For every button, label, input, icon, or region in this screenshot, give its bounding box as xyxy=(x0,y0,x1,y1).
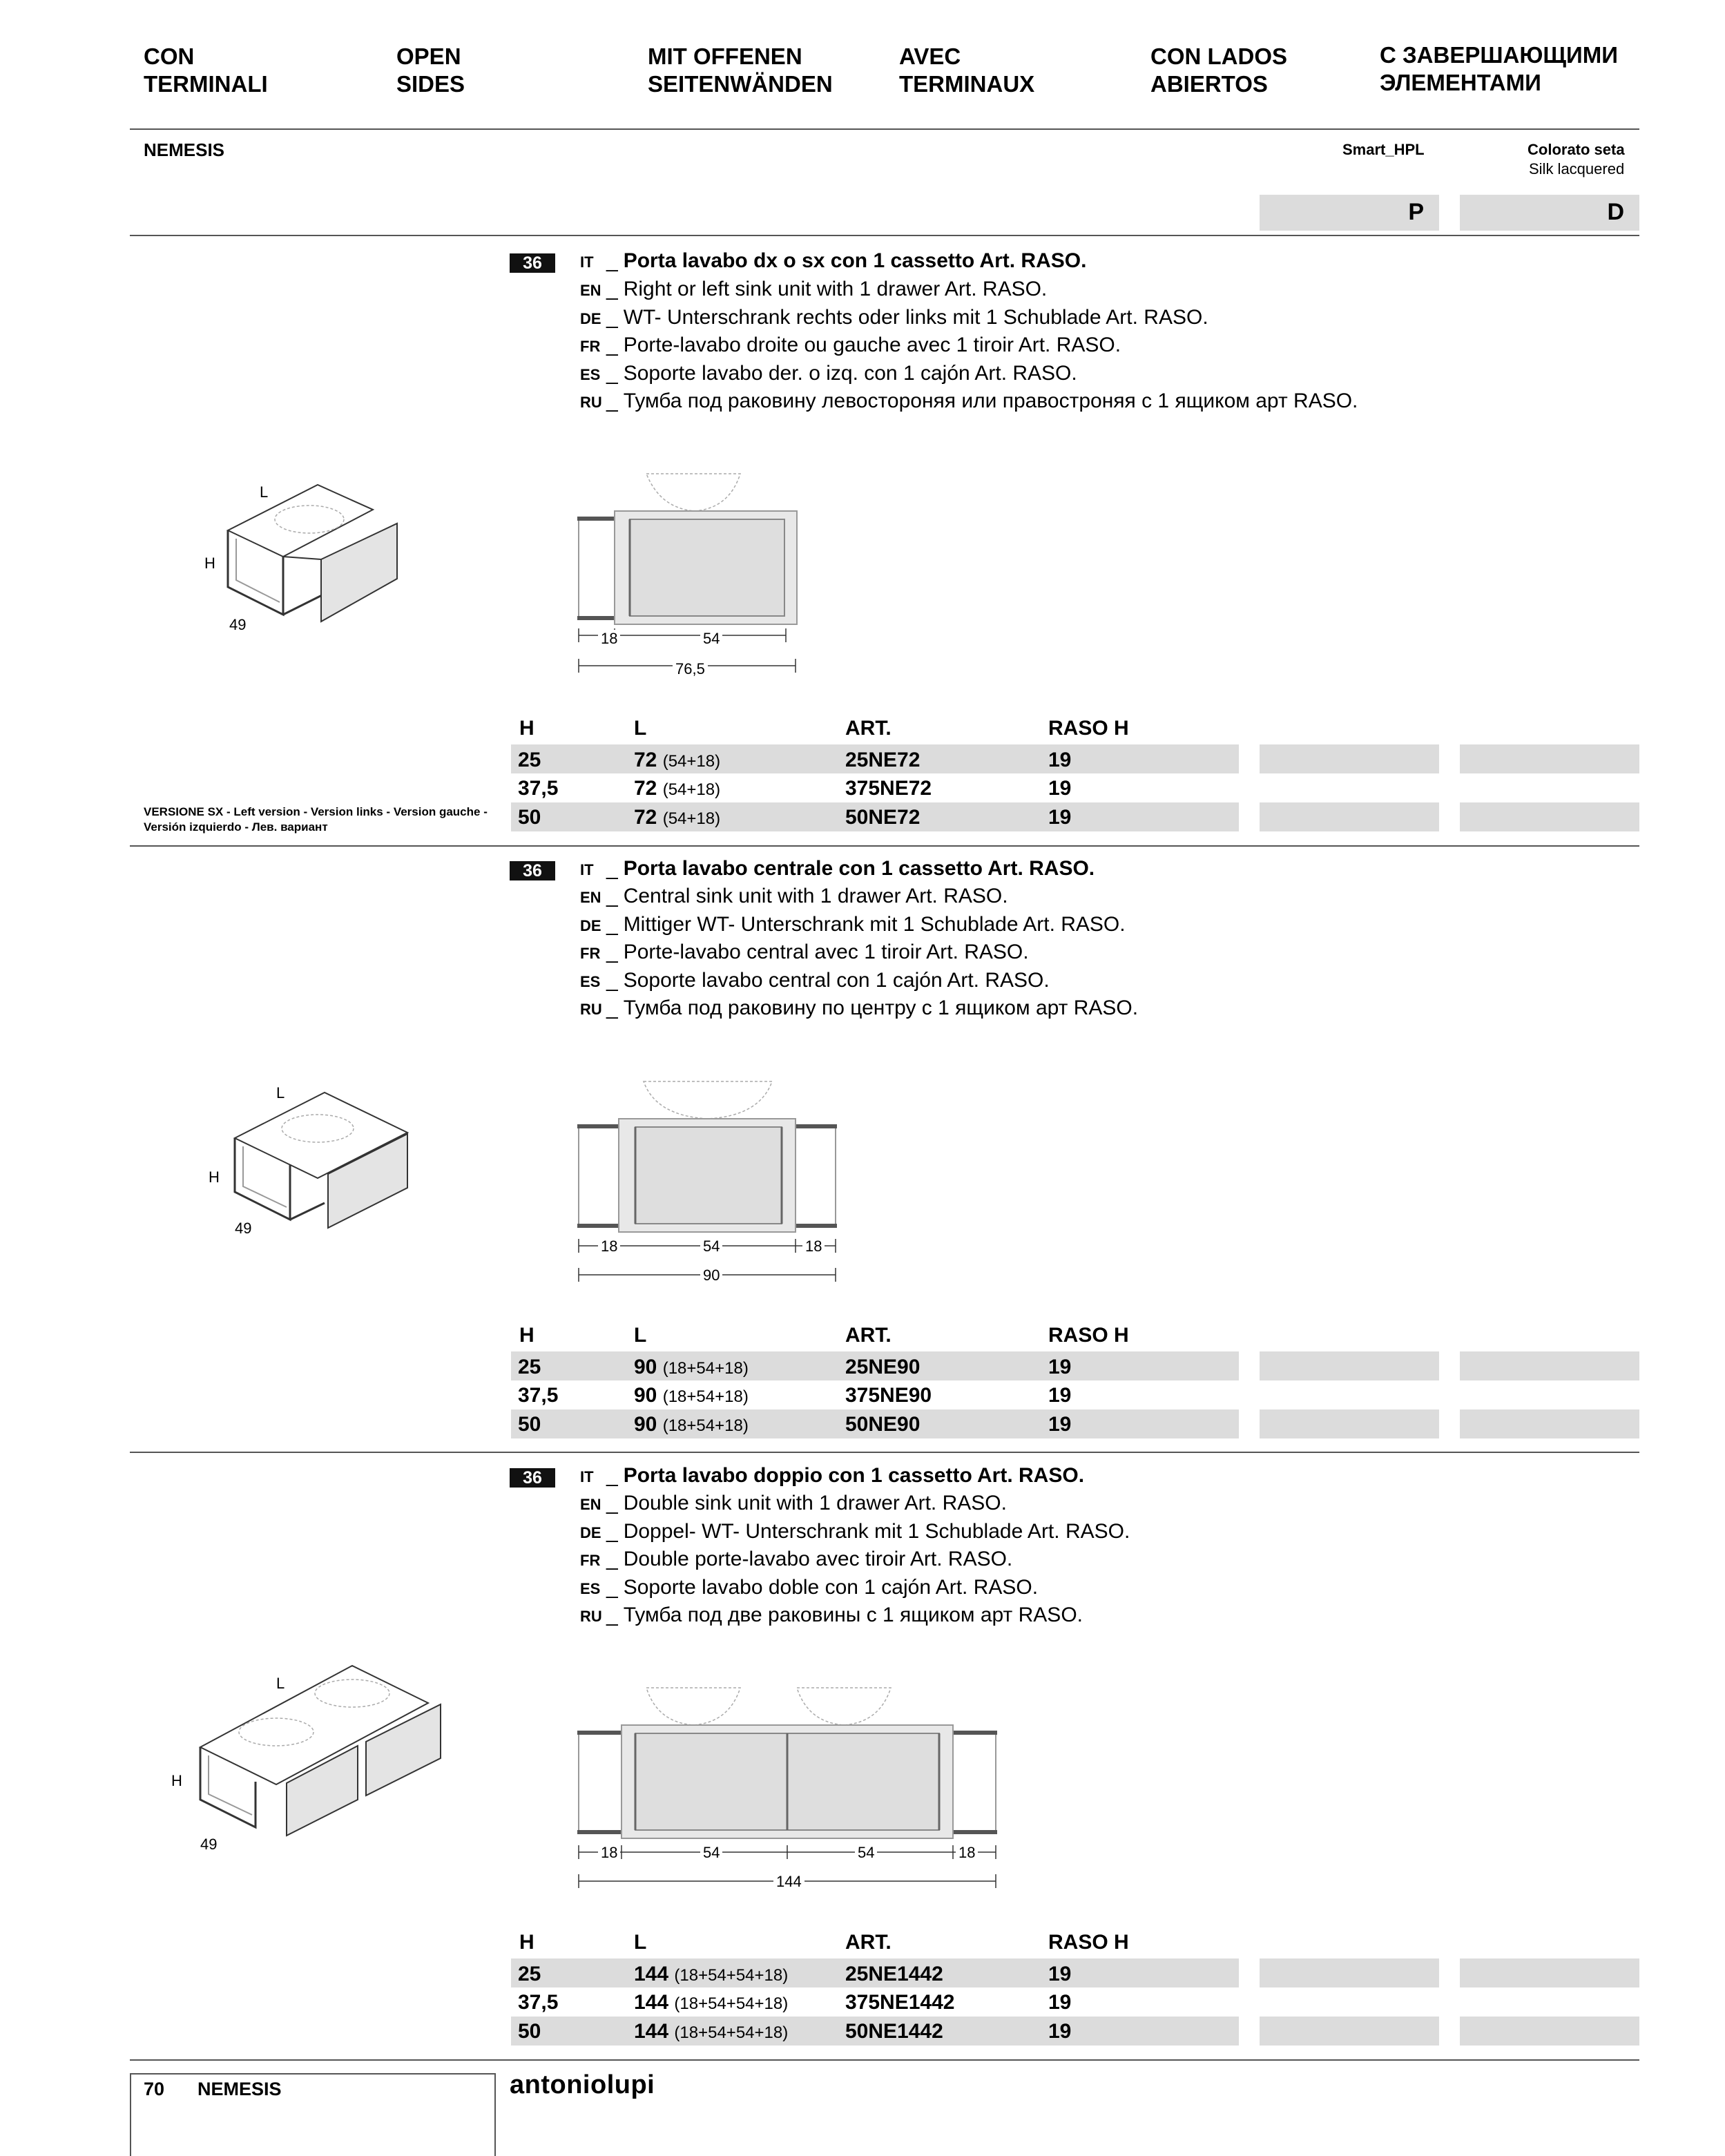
section-2-iso-label-h: H xyxy=(209,1168,220,1186)
section-3-col-h: H xyxy=(519,1931,534,1954)
section-2-dim-total: 90 xyxy=(700,1267,722,1284)
section-2-col-art: ART. xyxy=(845,1324,892,1347)
section-3-iso-label-h: H xyxy=(171,1772,182,1789)
section-1-iso-label-h: H xyxy=(204,555,215,572)
section-1-desc-it: IT _ Porta lavabo dx o sx con 1 cassetto Art. RASO. xyxy=(580,249,1087,272)
section-3-dim-sink-1: 54 xyxy=(700,1844,722,1862)
cell-art: 50NE90 xyxy=(845,1413,921,1436)
section-2-desc-de: DE _ Mittiger WT- Unterschrank mit 1 Schublade Art. RASO. xyxy=(580,913,1126,936)
table-row-d-cell xyxy=(1460,1409,1639,1438)
cell-h: 37,5 xyxy=(518,777,559,800)
section-3-iso-drawing xyxy=(166,1644,470,1851)
cell-art: 375NE1442 xyxy=(845,1991,955,2014)
section-3-desc-fr: FR _ Double porte-lavabo avec tiroir Art. RASO. xyxy=(580,1548,1013,1570)
section-divider xyxy=(130,845,1639,847)
header-divider xyxy=(130,128,1639,130)
section-2-front-view xyxy=(577,1077,854,1298)
section-3-col-raso: RASO H xyxy=(1048,1931,1129,1954)
cell-h: 25 xyxy=(518,1356,541,1378)
table-row-p-cell xyxy=(1260,744,1439,773)
header-title-ru: С ЗАВЕРШАЮЩИМИ ЭЛЕМЕНТАМИ xyxy=(1380,42,1618,95)
cell-l: 72 (54+18) xyxy=(634,777,721,800)
table-row-p-cell xyxy=(1260,1409,1439,1438)
collection-name: NEMESIS xyxy=(144,139,225,160)
section-3-desc-de: DE _ Doppel- WT- Unterschrank mit 1 Schublade Art. RASO. xyxy=(580,1520,1130,1543)
page-number: 70 xyxy=(144,2079,165,2099)
section-2-dim-right: 18 xyxy=(802,1238,825,1255)
header-title-de: MIT OFFENEN SEITENWÄNDEN xyxy=(648,44,833,97)
section-3-desc-it: IT _ Porta lavabo doppio con 1 cassetto Art. RASO. xyxy=(580,1464,1085,1487)
cell-art: 25NE1442 xyxy=(845,1963,943,1985)
section-2-col-l: L xyxy=(634,1324,647,1347)
section-3-desc-en: EN _ Double sink unit with 1 drawer Art. RASO. xyxy=(580,1492,1007,1514)
section-1-iso-label-l: L xyxy=(260,483,269,501)
table-row-d-cell xyxy=(1460,1958,1639,1987)
section-3-front-view xyxy=(577,1684,1005,1905)
cell-h: 50 xyxy=(518,806,541,829)
cell-h: 50 xyxy=(518,1413,541,1436)
table-row-d-cell xyxy=(1460,744,1639,773)
section-1-desc-fr: FR _ Porte-lavabo droite ou gauche avec 1 tiroir Art. RASO. xyxy=(580,334,1121,356)
table-row-d-cell xyxy=(1460,1351,1639,1380)
section-1-dim-side: 18 xyxy=(598,630,620,648)
column-d-header xyxy=(1460,195,1639,231)
table-row-d-cell xyxy=(1460,802,1639,831)
section-3-iso-label-l: L xyxy=(276,1675,285,1692)
header-title-fr: AVEC TERMINAUX xyxy=(899,44,1035,97)
cell-raso: 19 xyxy=(1048,1991,1072,2014)
section-1-dim-sink: 54 xyxy=(700,630,722,648)
section-3-desc-ru: RU _ Тумба под две раковины с 1 ящиком арт RASO. xyxy=(580,1604,1083,1626)
section-3-col-art: ART. xyxy=(845,1931,892,1954)
table-row-p-cell xyxy=(1260,1351,1439,1380)
section-1-desc-de: DE _ WT- Unterschrank rechts oder links mit 1 Schublade Art. RASO. xyxy=(580,306,1208,329)
section-1-col-raso: RASO H xyxy=(1048,717,1129,740)
section-3-badge: 36 xyxy=(510,1468,555,1488)
cell-art: 25NE90 xyxy=(845,1356,921,1378)
cell-raso: 19 xyxy=(1048,1356,1072,1378)
version-note: VERSIONE SX - Left version - Version links - Version gauche - Versión izquierdo - Лев. вариант xyxy=(144,805,488,834)
section-2-col-h: H xyxy=(519,1324,534,1347)
section-3-dim-right: 18 xyxy=(956,1844,978,1862)
section-2-desc-fr: FR _ Porte-lavabo central avec 1 tiroir Art. RASO. xyxy=(580,941,1029,963)
cell-h: 37,5 xyxy=(518,1991,559,2014)
cell-art: 375NE90 xyxy=(845,1384,932,1407)
section-2-desc-en: EN _ Central sink unit with 1 drawer Art. RASO. xyxy=(580,885,1008,907)
cell-l: 144 (18+54+54+18) xyxy=(634,1991,789,2014)
section-3-col-l: L xyxy=(634,1931,647,1954)
section-3-dim-sink-2: 54 xyxy=(855,1844,877,1862)
column-p-header xyxy=(1260,195,1439,231)
cell-l: 90 (18+54+18) xyxy=(634,1413,749,1436)
section-1-desc-en: EN _ Right or left sink unit with 1 drawer Art. RASO. xyxy=(580,278,1048,300)
section-2-iso-label-l: L xyxy=(276,1084,285,1101)
cell-h: 25 xyxy=(518,749,541,771)
table-row-p-cell xyxy=(1260,1958,1439,1987)
cell-h: 37,5 xyxy=(518,1384,559,1407)
footer-collection: NEMESIS xyxy=(197,2079,282,2099)
cell-l: 90 (18+54+18) xyxy=(634,1356,749,1378)
section-2-col-raso: RASO H xyxy=(1048,1324,1129,1347)
section-2-badge: 36 xyxy=(510,861,555,880)
cell-h: 25 xyxy=(518,1963,541,1985)
section-2-iso-label-depth: 49 xyxy=(235,1220,252,1237)
section-2-desc-it: IT _ Porta lavabo centrale con 1 cassetto Art. RASO. xyxy=(580,857,1095,880)
cell-h: 50 xyxy=(518,2020,541,2043)
section-1-iso-drawing xyxy=(193,477,421,642)
column-d-label: D xyxy=(1607,199,1624,225)
section-3-dim-total: 144 xyxy=(773,1873,804,1891)
table-row-p-cell xyxy=(1260,2017,1439,2046)
finish-smart-hpl: Smart_HPL xyxy=(1342,141,1425,158)
section-1-col-l: L xyxy=(634,717,647,740)
section-1-desc-ru: RU _ Тумба под раковину левостороняя или правостроняя с 1 ящиком арт RASO. xyxy=(580,389,1358,412)
cell-raso: 19 xyxy=(1048,777,1072,800)
header-title-it: CON TERMINALI xyxy=(144,44,268,97)
cell-art: 50NE1442 xyxy=(845,2020,943,2043)
section-divider xyxy=(130,1452,1639,1453)
table-row-d-cell xyxy=(1460,2017,1639,2046)
cell-art: 50NE72 xyxy=(845,806,921,829)
section-1-front-view xyxy=(577,470,805,691)
cell-l: 72 (54+18) xyxy=(634,806,721,829)
section-2-dim-sink: 54 xyxy=(700,1238,722,1255)
cell-l: 90 (18+54+18) xyxy=(634,1384,749,1407)
cell-raso: 19 xyxy=(1048,2020,1072,2043)
footer-box xyxy=(130,2073,496,2156)
section-3-dim-left: 18 xyxy=(598,1844,620,1862)
cell-art: 375NE72 xyxy=(845,777,932,800)
section-1-desc-es: ES _ Soporte lavabo der. o izq. con 1 cajón Art. RASO. xyxy=(580,362,1077,385)
cell-raso: 19 xyxy=(1048,1413,1072,1436)
cell-raso: 19 xyxy=(1048,1963,1072,1985)
section-1-col-h: H xyxy=(519,717,534,740)
brand-logo: antoniolupi xyxy=(510,2070,655,2099)
table-row-p-cell xyxy=(1260,802,1439,831)
finish-silk-lacquered: Silk lacquered xyxy=(1529,160,1625,177)
section-2-desc-ru: RU _ Тумба под раковину по центру с 1 ящиком арт RASO. xyxy=(580,997,1139,1019)
section-2-desc-es: ES _ Soporte lavabo central con 1 cajón Art. RASO. xyxy=(580,969,1050,992)
column-p-label: P xyxy=(1408,199,1424,225)
cell-raso: 19 xyxy=(1048,806,1072,829)
cell-raso: 19 xyxy=(1048,1384,1072,1407)
section-3-iso-label-depth: 49 xyxy=(200,1836,218,1853)
header-title-en: OPEN SIDES xyxy=(396,44,465,97)
footer-divider xyxy=(130,2059,1639,2061)
section-1-dim-total: 76,5 xyxy=(673,660,708,678)
cell-l: 72 (54+18) xyxy=(634,749,721,771)
section-1-col-art: ART. xyxy=(845,717,892,740)
cell-l: 144 (18+54+54+18) xyxy=(634,2020,789,2043)
section-2-dim-left: 18 xyxy=(598,1238,620,1255)
section-divider-top xyxy=(130,235,1639,236)
header-title-es: CON LADOS ABIERTOS xyxy=(1150,44,1287,97)
cell-art: 25NE72 xyxy=(845,749,921,771)
section-3-desc-es: ES _ Soporte lavabo doble con 1 cajón Art. RASO. xyxy=(580,1576,1039,1599)
cell-raso: 19 xyxy=(1048,749,1072,771)
section-1-badge: 36 xyxy=(510,253,555,273)
section-1-iso-label-depth: 49 xyxy=(229,616,247,633)
finish-colorato-seta: Colorato seta xyxy=(1528,141,1625,158)
cell-l: 144 (18+54+54+18) xyxy=(634,1963,789,1985)
